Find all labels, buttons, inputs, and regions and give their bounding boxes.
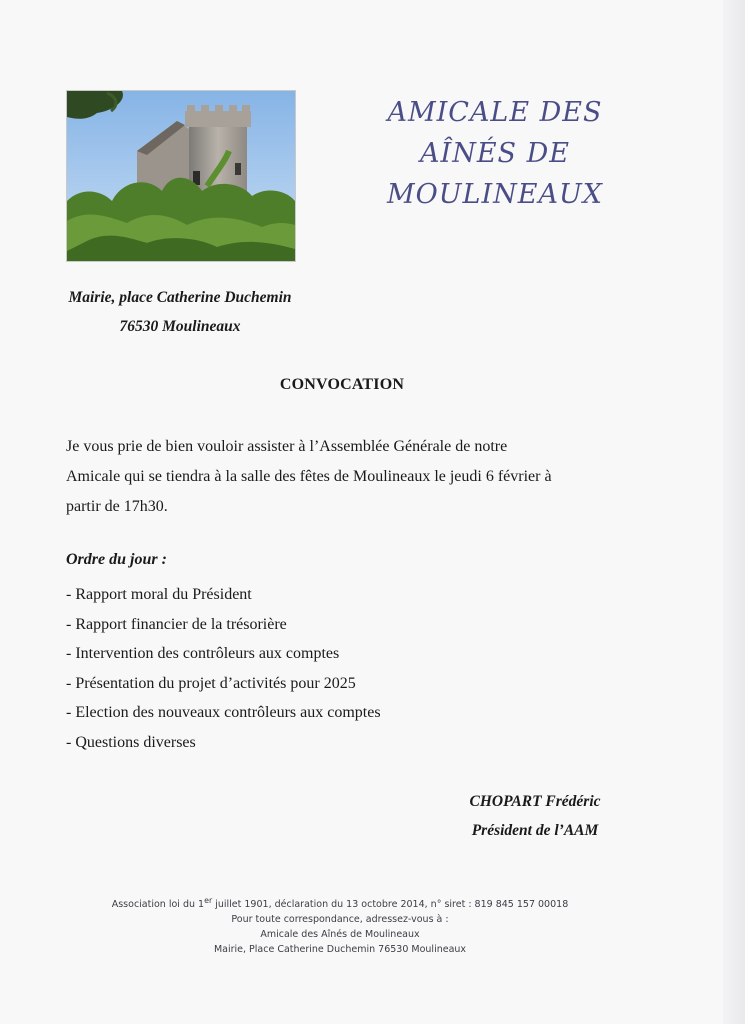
- footer-line: Mairie, Place Catherine Duchemin 76530 Moulineaux: [213, 944, 467, 956]
- agenda-list: [66, 580, 381, 757]
- agenda-item: - Présentation du projet d’activités pour 2025: [66, 674, 356, 692]
- legal-footer: [70, 893, 610, 957]
- page-edge: [723, 0, 745, 1024]
- body-line: Je vous prie de bien vouloir assister à l’Assemblée Générale de notre: [66, 438, 508, 455]
- signatory-role: Président de l’AAM: [471, 822, 599, 839]
- sender-address: [30, 283, 330, 341]
- convocation-body: [66, 432, 606, 522]
- footer-text: Association loi du 1: [111, 899, 205, 911]
- signature-block: [430, 787, 640, 845]
- footer-line: [70, 893, 610, 912]
- body-line: Amicale qui se tiendra à la salle des fêtes de Moulineaux le jeudi 6 février à: [66, 468, 552, 485]
- address-line: 76530 Moulineaux: [119, 318, 241, 335]
- footer-line: Pour toute correspondance, adressez-vous à :: [231, 914, 449, 926]
- document-heading: CONVOCATION: [279, 376, 405, 393]
- title-line: AMICALE DES: [387, 97, 603, 128]
- agenda-item: - Questions diverses: [66, 733, 196, 751]
- agenda-item: - Rapport financier de la trésorière: [66, 615, 287, 633]
- signatory-name: CHOPART Frédéric: [469, 793, 601, 810]
- title-line: AÎNÉS DE: [420, 138, 570, 169]
- agenda-item: - Intervention des contrôleurs aux comptes: [66, 645, 340, 662]
- association-title: [370, 92, 620, 215]
- agenda-item: - Election des nouveaux contrôleurs aux comptes: [66, 704, 381, 721]
- agenda-item: - Rapport moral du Président: [66, 586, 252, 603]
- address-line: Mairie, place Catherine Duchemin: [68, 289, 292, 306]
- footer-text: juillet 1901, déclaration du 13 octobre 2014, n° siret : 819 845 157 00018: [212, 899, 569, 911]
- agenda-title: Ordre du jour :: [66, 551, 167, 568]
- tower-illustration: [67, 91, 295, 261]
- footer-superscript: er: [204, 896, 213, 905]
- body-line: partir de 17h30.: [66, 498, 168, 515]
- tower-photo: [66, 90, 296, 262]
- title-line: MOULINEAUX: [387, 179, 603, 210]
- footer-line: Amicale des Aînés de Moulineaux: [260, 929, 420, 941]
